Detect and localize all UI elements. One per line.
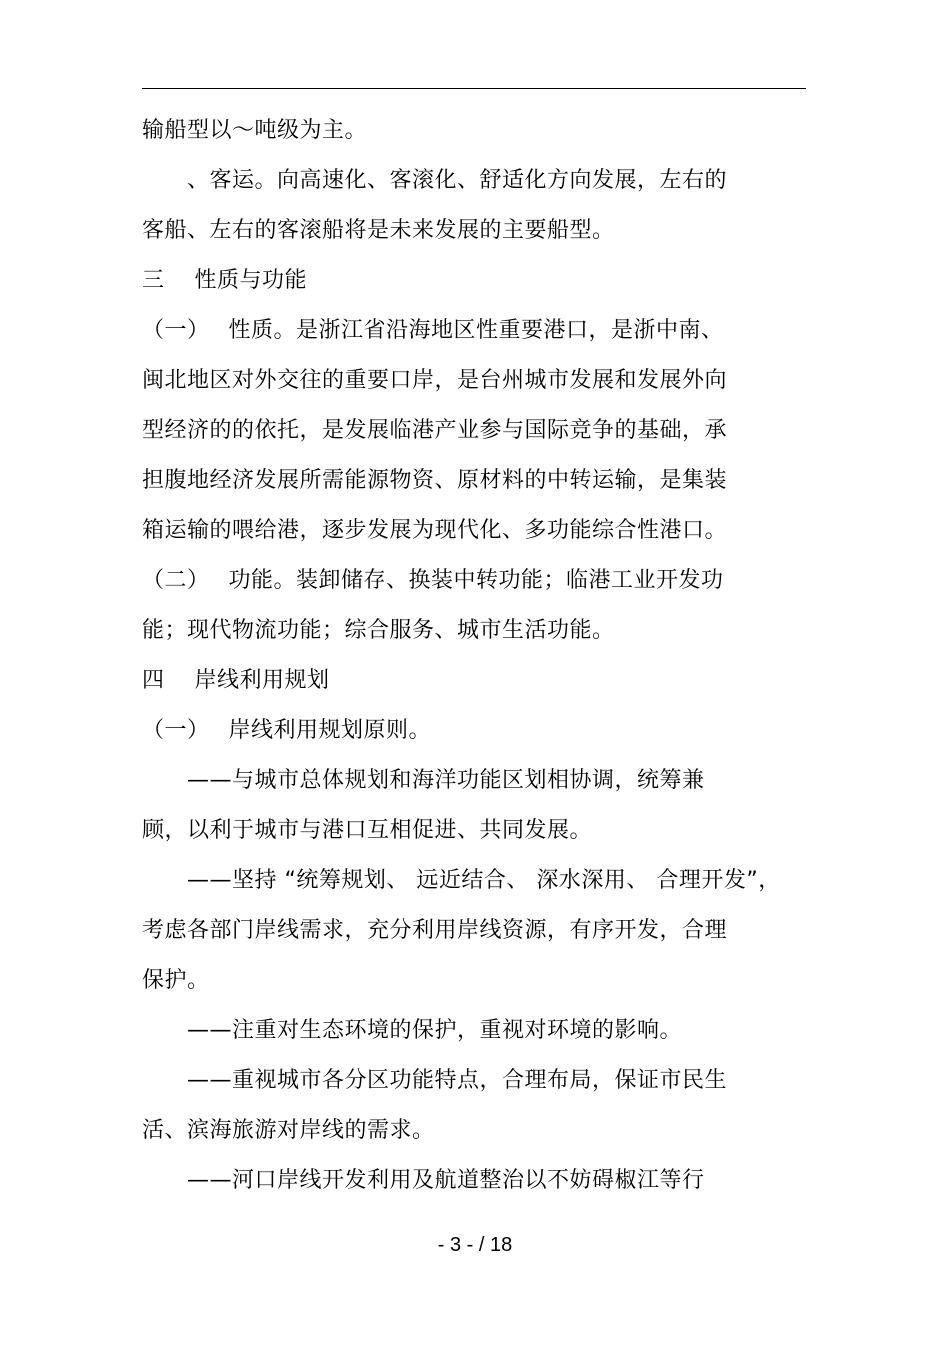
text-line: 能；现代物流功能；综合服务、城市生活功能。 bbox=[142, 618, 615, 643]
text-line: 考虑各部门岸线需求，充分利用岸线资源，有序开发，合理 bbox=[142, 918, 728, 943]
text-line: 保护。 bbox=[142, 968, 210, 993]
text-line: 担腹地经济发展所需能源物资、原材料的中转运输，是集装 bbox=[142, 468, 728, 493]
text-line: 顾，以利于城市与港口互相促进、共同发展。 bbox=[142, 818, 593, 843]
text-line: 箱运输的喂给港，逐步发展为现代化、多功能综合性港口。 bbox=[142, 518, 728, 543]
text-line: 闽北地区对外交往的重要口岸，是台州城市发展和发展外向 bbox=[142, 368, 728, 393]
text-line: ——注重对生态环境的保护，重视对环境的影响。 bbox=[142, 1018, 683, 1043]
text-line: 活、滨海旅游对岸线的需求。 bbox=[142, 1118, 435, 1143]
text-line: ——重视城市各分区功能特点，合理布局，保证市民生 bbox=[142, 1068, 728, 1093]
text-line: 输船型以～吨级为主。 bbox=[142, 118, 368, 143]
page-number: - 3 - / 18 bbox=[437, 1234, 513, 1256]
text-line: （一） 岸线利用规划原则。 bbox=[142, 718, 431, 743]
text-line: ——与城市总体规划和海洋功能区划相协调，统筹兼 bbox=[142, 768, 705, 793]
text-line: ——河口岸线开发利用及航道整治以不妨碍椒江等行 bbox=[142, 1168, 705, 1193]
text-line: （一） 性质。是浙江省沿海地区性重要港口，是浙中南、 bbox=[142, 318, 724, 343]
text-line: 、客运。向高速化、客滚化、舒适化方向发展，左右的 bbox=[142, 168, 728, 193]
section-heading: 三 性质与功能 bbox=[142, 268, 307, 293]
text-line: 客船、左右的客滚船将是未来发展的主要船型。 bbox=[142, 218, 615, 243]
header-rule bbox=[142, 88, 806, 89]
text-line: ——坚持 “统筹规划、 远近结合、 深水深用、 合理开发”， bbox=[142, 868, 781, 893]
text-line: 型经济的的依托，是发展临港产业参与国际竞争的基础，承 bbox=[142, 418, 728, 443]
section-heading: 四 岸线利用规划 bbox=[142, 668, 330, 693]
text-line: （二） 功能。装卸储存、换装中转功能；临港工业开发功 bbox=[142, 568, 724, 593]
